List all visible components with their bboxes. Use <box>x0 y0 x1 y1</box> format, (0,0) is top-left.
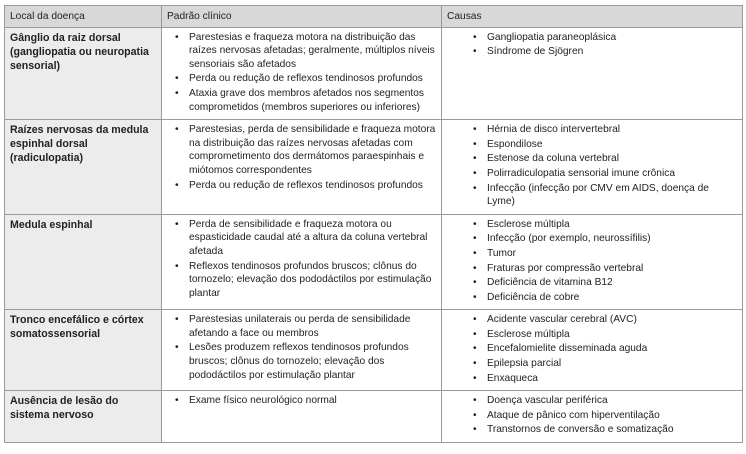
location-cell: Tronco encefálico e córtex somatossensorial <box>5 310 162 391</box>
bullet-icon: • <box>473 395 477 407</box>
bullet-icon: • <box>175 31 179 43</box>
header-causes: Causas <box>442 6 743 28</box>
bullet-icon: • <box>473 291 477 303</box>
pattern-cell <box>162 27 442 120</box>
list-item: • Epilepsia parcial <box>473 358 562 370</box>
list-item: • Espondilose <box>473 138 543 150</box>
bullet-icon: • <box>473 424 477 436</box>
list-item: • Deficiência de cobre <box>473 291 580 303</box>
list-item: • Ataque de pânico com hiperventilação <box>473 409 660 421</box>
bullet-icon: • <box>473 138 477 150</box>
list-item: • Parestesias e fraqueza motora na distribuição das raízes nervosas afetadas; geralmente, múltiplos níveis sensoriais são afetados <box>175 31 435 70</box>
list-item: • Exame físico neurológico normal <box>175 395 337 407</box>
bullet-icon: • <box>175 124 179 136</box>
bullet-icon: • <box>473 167 477 179</box>
bullet-icon: • <box>473 262 477 274</box>
bullet-icon: • <box>175 87 179 99</box>
list-item: • Deficiência de vitamina B12 <box>473 277 613 289</box>
pattern-cell <box>162 310 442 391</box>
bullet-icon: • <box>473 358 477 370</box>
location-cell: Gânglio da raiz dorsal (gangliopatia ou neuropatia sensorial) <box>5 27 162 120</box>
list-item: • Estenose da coluna vertebral <box>473 153 619 165</box>
list-item: • Encefalomielite disseminada aguda <box>473 343 648 355</box>
location-cell: Raízes nervosas da medula espinhal dorsal (radiculopatia) <box>5 120 162 215</box>
causes-cell <box>442 120 743 215</box>
bullet-icon: • <box>473 328 477 340</box>
bullet-icon: • <box>473 314 477 326</box>
list-item: • Tumor <box>473 247 517 259</box>
table-row <box>5 27 743 120</box>
list-item: • Síndrome de Sjögren <box>473 46 584 58</box>
header-pattern: Padrão clínico <box>162 6 442 28</box>
list-item: • Perda de sensibilidade e fraqueza motora ou espasticidade caudal até a altura da coluna vertebral afetada <box>175 218 428 257</box>
list-item: • Lesões produzem reflexos tendinosos profundos bruscos; clônus do tornozelo; elevação dos pododáctilos por estimulação plantar <box>175 342 409 381</box>
list-item: • Hérnia de disco intervertebral <box>473 124 621 136</box>
list-item: • Reflexos tendinosos profundos bruscos; clônus do tornozelo; elevação dos pododáctilos por estimulação plantar <box>175 260 432 299</box>
list-item: • Parestesias unilaterais ou perda de sensibilidade afetando a face ou membros <box>175 314 411 339</box>
bullet-icon: • <box>473 409 477 421</box>
causes-cell <box>442 214 743 310</box>
list-item: • Gangliopatia paraneoplásica <box>473 31 617 43</box>
causes-cell <box>442 310 743 391</box>
list-item: • Esclerose múltipla <box>473 218 570 230</box>
pattern-cell <box>162 120 442 215</box>
list-item: • Polirradiculopatia sensorial imune crônica <box>473 167 675 179</box>
pattern-cell <box>162 391 442 443</box>
table-row <box>5 214 743 310</box>
list-item: • Esclerose múltipla <box>473 328 570 340</box>
bullet-icon: • <box>473 247 477 259</box>
list-item: • Infecção (por exemplo, neurossífilis) <box>473 233 651 245</box>
pattern-cell <box>162 214 442 310</box>
bullet-icon: • <box>473 372 477 384</box>
bullet-icon: • <box>175 314 179 326</box>
bullet-icon: • <box>473 277 477 289</box>
bullet-icon: • <box>175 73 179 85</box>
bullet-icon: • <box>175 179 179 191</box>
bullet-icon: • <box>175 260 179 272</box>
header-location: Local da doença <box>5 6 162 28</box>
clinical-table <box>4 5 743 443</box>
bullet-icon: • <box>175 395 179 407</box>
list-item: • Doença vascular periférica <box>473 395 608 407</box>
bullet-icon: • <box>473 46 477 58</box>
list-item: • Perda ou redução de reflexos tendinosos profundos <box>175 73 423 85</box>
table-row <box>5 391 743 443</box>
list-item: • Perda ou redução de reflexos tendinosos profundos <box>175 179 423 191</box>
table-row <box>5 120 743 215</box>
list-item: • Parestesias, perda de sensibilidade e fraqueza motora na distribuição das raízes nervosas afetadas com comprometimento dos dermátomos paraespinhais e miótomos correspondentes <box>175 124 436 176</box>
causes-cell <box>442 27 743 120</box>
list-item: • Infecção (infecção por CMV em AIDS, doença de Lyme) <box>473 182 709 208</box>
bullet-icon: • <box>473 31 477 43</box>
bullet-icon: • <box>473 124 477 136</box>
bullet-icon: • <box>175 218 179 230</box>
header-row <box>5 6 743 28</box>
bullet-icon: • <box>175 342 179 354</box>
list-item: • Enxaqueca <box>473 372 538 384</box>
bullet-icon: • <box>473 343 477 355</box>
bullet-icon: • <box>473 182 477 194</box>
bullet-icon: • <box>473 153 477 165</box>
bullet-icon: • <box>473 233 477 245</box>
list-item: • Acidente vascular cerebral (AVC) <box>473 314 637 326</box>
list-item: • Fraturas por compressão vertebral <box>473 262 644 274</box>
location-cell: Ausência de lesão do sistema nervoso <box>5 391 162 443</box>
table-row <box>5 310 743 391</box>
bullet-icon: • <box>473 218 477 230</box>
causes-cell <box>442 391 743 443</box>
location-cell: Medula espinhal <box>5 214 162 310</box>
list-item: • Transtornos de conversão e somatização <box>473 424 674 436</box>
list-item: • Ataxia grave dos membros afetados nos segmentos comprometidos (membros superiores ou inferiores) <box>175 87 425 113</box>
